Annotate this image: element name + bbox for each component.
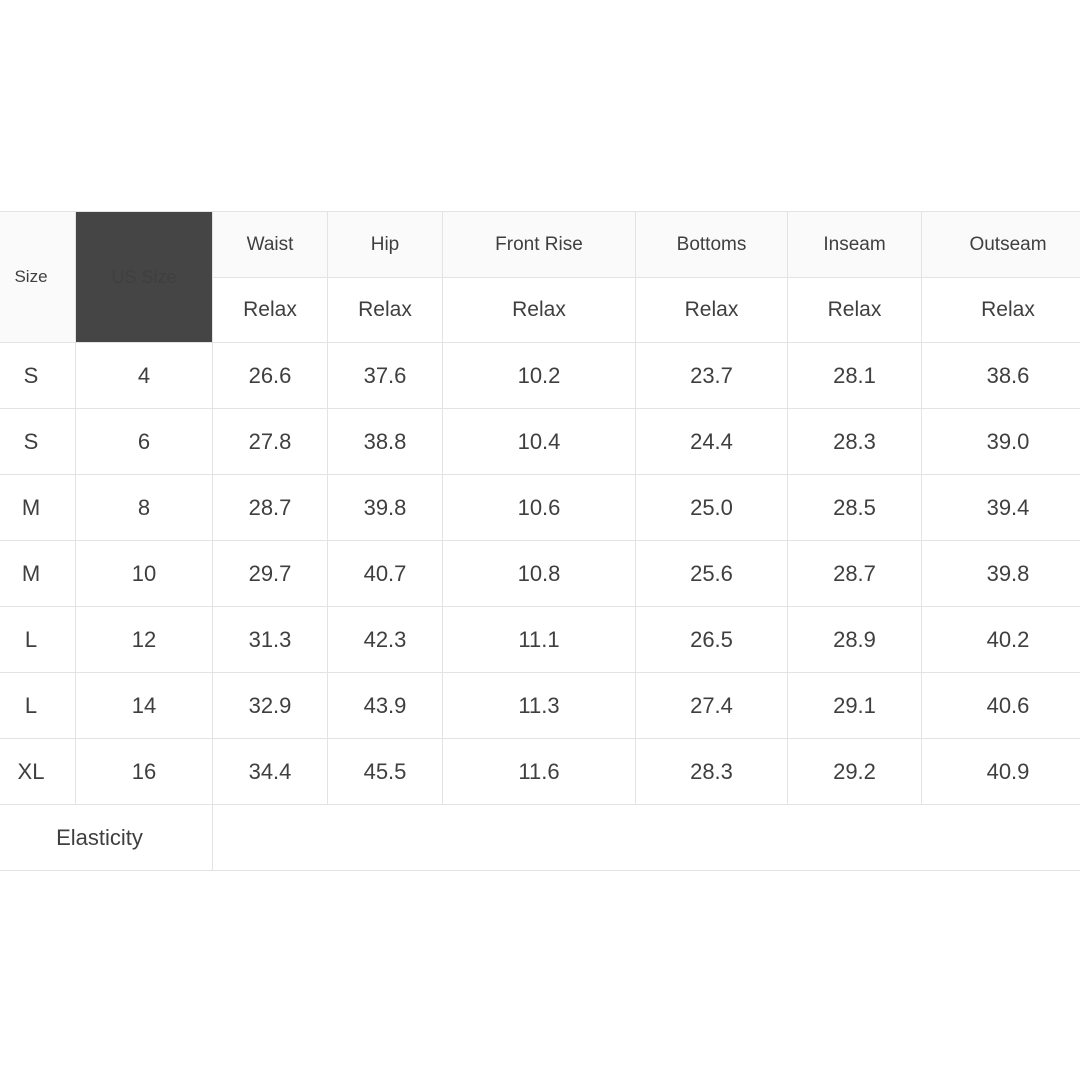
cell-bottoms: 25.0 (636, 475, 788, 541)
cell-bottoms: 26.5 (636, 607, 788, 673)
column-header-bottoms: Bottoms (636, 212, 788, 278)
cell-hip: 43.9 (328, 673, 443, 739)
cell-front-rise: 10.8 (443, 541, 636, 607)
cell-outseam: 39.4 (922, 475, 1080, 541)
cell-size: M (0, 541, 76, 607)
column-subheader-outseam: Relax (922, 278, 1080, 343)
cell-hip: 38.8 (328, 409, 443, 475)
column-subheader-hip: Relax (328, 278, 443, 343)
cell-bottoms: 27.4 (636, 673, 788, 739)
cell-waist: 34.4 (213, 739, 328, 805)
column-subheader-front-rise: Relax (443, 278, 636, 343)
cell-front-rise: 10.2 (443, 343, 636, 409)
cell-waist: 26.6 (213, 343, 328, 409)
cell-inseam: 28.9 (788, 607, 922, 673)
table-row-elasticity (0, 805, 1080, 871)
cell-outseam: 40.9 (922, 739, 1080, 805)
cell-front-rise: 11.3 (443, 673, 636, 739)
column-header-hip: Hip (328, 212, 443, 278)
header-row-main (0, 212, 1080, 278)
table-row (0, 541, 1080, 607)
cell-bottoms: 28.3 (636, 739, 788, 805)
size-chart-table (0, 211, 1080, 871)
column-subheader-bottoms: Relax (636, 278, 788, 343)
cell-front-rise: 10.6 (443, 475, 636, 541)
cell-bottoms: 23.7 (636, 343, 788, 409)
table-row (0, 673, 1080, 739)
cell-inseam: 28.3 (788, 409, 922, 475)
column-subheader-waist: Relax (213, 278, 328, 343)
table-row (0, 739, 1080, 805)
cell-size: XL (0, 739, 76, 805)
cell-us-size: 4 (76, 343, 213, 409)
cell-us-size: 8 (76, 475, 213, 541)
cell-us-size: 16 (76, 739, 213, 805)
cell-bottoms: 24.4 (636, 409, 788, 475)
column-subheader-inseam: Relax (788, 278, 922, 343)
cell-waist: 28.7 (213, 475, 328, 541)
cell-hip: 45.5 (328, 739, 443, 805)
cell-us-size: 12 (76, 607, 213, 673)
cell-front-rise: 11.6 (443, 739, 636, 805)
cell-size: L (0, 607, 76, 673)
cell-elasticity-value (213, 805, 1080, 871)
cell-us-size: 6 (76, 409, 213, 475)
table-row (0, 475, 1080, 541)
table-row (0, 607, 1080, 673)
cell-bottoms: 25.6 (636, 541, 788, 607)
cell-size: S (0, 409, 76, 475)
column-header-front-rise: Front Rise (443, 212, 636, 278)
cell-size: M (0, 475, 76, 541)
size-chart-container (0, 211, 1080, 871)
cell-inseam: 28.1 (788, 343, 922, 409)
column-header-us-size: US Size (76, 212, 213, 343)
table-row (0, 409, 1080, 475)
cell-size: S (0, 343, 76, 409)
cell-outseam: 40.2 (922, 607, 1080, 673)
cell-outseam: 38.6 (922, 343, 1080, 409)
column-header-size: Size (0, 212, 76, 343)
cell-us-size: 10 (76, 541, 213, 607)
cell-outseam: 40.6 (922, 673, 1080, 739)
cell-front-rise: 10.4 (443, 409, 636, 475)
column-header-inseam: Inseam (788, 212, 922, 278)
cell-size: L (0, 673, 76, 739)
cell-waist: 29.7 (213, 541, 328, 607)
table-body (0, 343, 1080, 871)
cell-us-size: 14 (76, 673, 213, 739)
cell-outseam: 39.8 (922, 541, 1080, 607)
cell-waist: 27.8 (213, 409, 328, 475)
column-header-outseam: Outseam (922, 212, 1080, 278)
cell-hip: 37.6 (328, 343, 443, 409)
cell-front-rise: 11.1 (443, 607, 636, 673)
cell-outseam: 39.0 (922, 409, 1080, 475)
cell-hip: 40.7 (328, 541, 443, 607)
column-header-waist: Waist (213, 212, 328, 278)
cell-elasticity-label: Elasticity (0, 805, 213, 871)
cell-inseam: 29.1 (788, 673, 922, 739)
cell-hip: 42.3 (328, 607, 443, 673)
cell-waist: 32.9 (213, 673, 328, 739)
table-row (0, 343, 1080, 409)
table-header (0, 212, 1080, 343)
cell-inseam: 28.5 (788, 475, 922, 541)
cell-waist: 31.3 (213, 607, 328, 673)
cell-inseam: 29.2 (788, 739, 922, 805)
cell-hip: 39.8 (328, 475, 443, 541)
cell-inseam: 28.7 (788, 541, 922, 607)
